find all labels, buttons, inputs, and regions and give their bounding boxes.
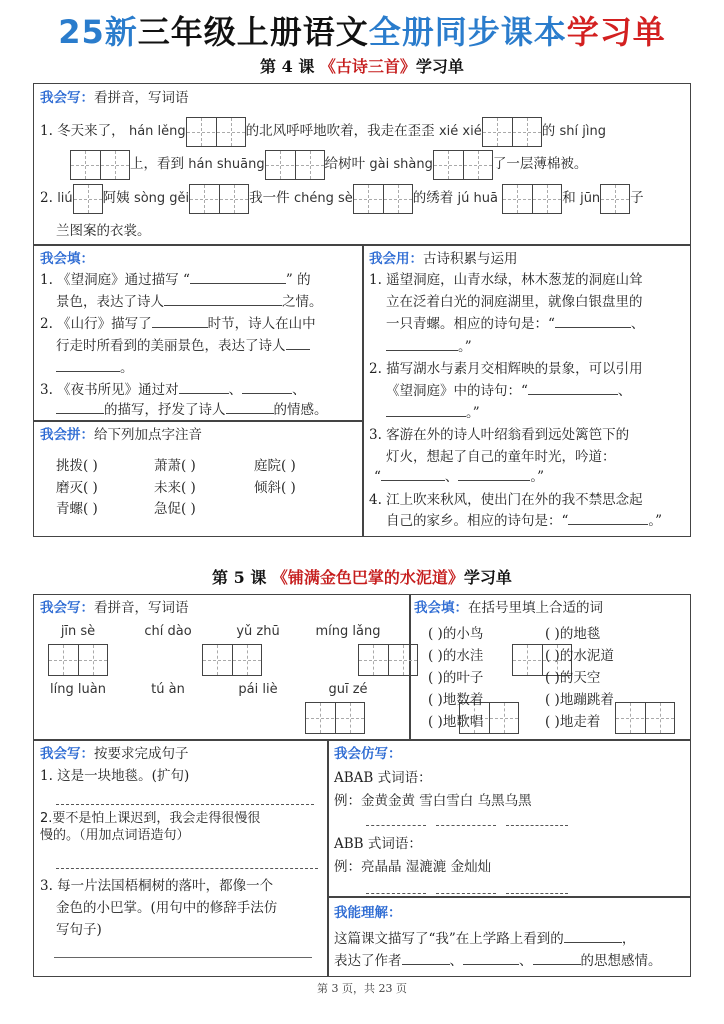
answer-grid[interactable] [305, 702, 365, 734]
sentence-section-header: 我会写：按要求完成句子 [40, 746, 189, 762]
sentence-question-2-cont: 慢的。（用加点词语造句） [40, 828, 190, 843]
use-question-3-line2: 灯火，想起了自己的童年时光，吟道： [386, 449, 616, 465]
answer-blank[interactable] [386, 404, 466, 417]
answer-line[interactable] [436, 813, 496, 826]
answer-blank[interactable] [463, 952, 519, 965]
fill-item[interactable]: ( )的水洼 [428, 648, 484, 664]
lesson4-title: 第 4 课 《古诗三首》学习单 [260, 57, 464, 76]
use-question-2-line3: 。” [386, 403, 480, 423]
sentence-question-3-line2: 金色的小巴掌。(用句中的修辞手法仿 [56, 900, 278, 916]
answer-blank[interactable] [190, 271, 286, 284]
fill-item[interactable]: ( )地走着 [545, 714, 601, 730]
write-section-header: 我会写：看拼音，写词语 [40, 90, 189, 106]
answer-blank[interactable] [226, 401, 274, 414]
sentence-question-3: 3. 每一片法国梧桐树的落叶，都像一个 [40, 878, 274, 894]
write-question-2: 2. liú 阿姨 sòng gěi 我一件 chéng sè 的绣着 jú huā 和 jūn 子 [40, 181, 644, 216]
use-question-4: 4. 江上吹来秋风，使出门在外的我不禁思念起 [369, 492, 643, 508]
answer-blank[interactable] [164, 293, 282, 306]
answer-grid[interactable] [433, 150, 493, 180]
fill-question-2: 2. 《山行》描写了 时节，诗人在山中 [40, 316, 316, 332]
fill-question-3: 3. 《夜书所见》通过对 、 、 [40, 382, 306, 398]
use-question-1-line4: 。” [386, 337, 472, 357]
understand-line-1: 这篇课文描写了“我”在上学路上看到的 ， [334, 931, 636, 947]
answer-grid[interactable] [189, 184, 249, 214]
write-section-header: 我会写：看拼音，写词语 [40, 600, 189, 616]
pinyin-item[interactable]: 青螺( ) [56, 501, 98, 517]
answer-blank[interactable] [242, 381, 292, 394]
answer-line[interactable] [56, 792, 314, 805]
divider [33, 739, 691, 741]
answer-grid[interactable] [186, 117, 246, 147]
understand-line-2: 表达了作者 、 、 的思想感情。 [334, 953, 662, 969]
answer-grid[interactable] [482, 117, 542, 147]
answer-line[interactable] [506, 881, 568, 894]
pinyin-label: tú àn [151, 682, 185, 697]
divider [33, 420, 363, 422]
answer-blank[interactable] [386, 338, 458, 351]
fill-item[interactable]: ( )的小鸟 [428, 626, 484, 642]
use-question-1-line3: 一只青螺。相应的诗句是：“ 、 [386, 316, 645, 332]
imitate-section-header: 我会仿写： [334, 746, 402, 762]
use-question-2: 2. 描写湖水与素月交相辉映的景象，可以引用 [369, 361, 643, 377]
fill-item[interactable]: ( )的水泥道 [545, 648, 614, 664]
answer-blank[interactable] [381, 468, 445, 481]
divider [327, 896, 691, 898]
sentence-question-3-line3: 写句子) [56, 922, 102, 938]
fill-section-header: 我会填：在括号里填上合适的词 [414, 600, 603, 616]
pinyin-label: chí dào [144, 624, 192, 639]
answer-blank[interactable] [286, 337, 310, 350]
answer-blank[interactable] [56, 359, 120, 372]
answer-blank[interactable] [56, 401, 104, 414]
fill-question-3-cont: 的描写，抒发了诗人 的情感。 [56, 400, 328, 420]
answer-line[interactable] [56, 856, 318, 869]
use-question-4-line2: 自己的家乡。相应的诗句是：“ 。” [386, 513, 663, 529]
use-question-3: 3. 客游在外的诗人叶绍翁看到远处篱笆下的 [369, 427, 630, 443]
answer-blank[interactable] [555, 315, 631, 328]
page-number: 第 3 页，共 23 页 [317, 982, 407, 995]
fill-question-1-cont: 景色，表达了诗人 之情。 [56, 294, 323, 310]
pinyin-section-header: 我会拼：给下列加点字注音 [40, 427, 202, 443]
answer-blank[interactable] [152, 315, 208, 328]
answer-blank[interactable] [402, 952, 450, 965]
use-question-2-line2: 《望洞庭》中的诗句：“ 、 [386, 383, 632, 399]
understand-section-header: 我能理解： [334, 905, 402, 921]
write-question-2-cont: 兰图案的衣裳。 [56, 223, 151, 239]
fill-question-1: 1. 《望洞庭》通过描写 “ ” 的 [40, 272, 311, 288]
lesson5-title: 第 5 课 《铺满金色巴掌的水泥道》学习单 [212, 568, 512, 587]
pinyin-item[interactable]: 磨灭( ) [56, 480, 98, 496]
pinyin-item[interactable]: 急促( ) [154, 501, 196, 517]
pinyin-item[interactable]: 未来( ) [154, 480, 196, 496]
answer-blank[interactable] [458, 468, 530, 481]
fill-question-2-end: 。 [56, 358, 134, 378]
answer-blank[interactable] [533, 952, 581, 965]
fill-item[interactable]: ( )地歌唱 [428, 714, 484, 730]
write-question-1-cont: 上，看到 hán shuāng 给树叶 gài shàng 了一层薄棉被。 [70, 147, 587, 182]
pinyin-label: pái liè [238, 682, 278, 697]
answer-line[interactable] [54, 957, 312, 958]
abb-example: 例：亮晶晶 湿漉漉 金灿灿 [334, 859, 492, 875]
answer-line[interactable] [506, 813, 568, 826]
fill-item[interactable]: ( )的地毯 [545, 626, 601, 642]
pinyin-label: míng lǎng [315, 624, 381, 639]
answer-blank[interactable] [568, 512, 648, 525]
page-title: 25新三年级上册语文全册同步课本学习单 [58, 13, 666, 51]
fill-item[interactable]: ( )的天空 [545, 670, 601, 686]
pinyin-label: jīn sè [60, 624, 96, 639]
pinyin-label: líng luàn [50, 682, 106, 697]
use-question-1-line2: 立在泛着白光的洞庭湖里，就像白银盘里的 [386, 294, 643, 310]
fill-item[interactable]: ( )地蹦跳着 [545, 692, 614, 708]
abb-label: ABB 式词语： [334, 836, 422, 852]
answer-grid[interactable] [73, 184, 103, 214]
answer-blank[interactable] [528, 382, 618, 395]
answer-line[interactable] [436, 881, 496, 894]
answer-line[interactable] [366, 813, 426, 826]
pinyin-label: guī zé [328, 682, 368, 697]
pinyin-label: yǔ zhū [236, 624, 280, 639]
answer-grid[interactable] [353, 184, 413, 214]
use-question-3-line3: “ 、 。” [374, 469, 545, 485]
pinyin-item[interactable]: 倾斜( ) [254, 480, 296, 496]
use-section-header: 我会用：古诗积累与运用 [369, 251, 518, 267]
answer-grid[interactable] [615, 702, 675, 734]
fill-question-2-cont: 行走时所看到的美丽景色，表达了诗人 [56, 336, 310, 356]
answer-grid[interactable] [70, 150, 130, 180]
sentence-question-1: 1. 这是一块地毯。(扩句) [40, 768, 190, 784]
abab-example: 例：金黄金黄 雪白雪白 乌黑乌黑 [334, 793, 532, 809]
answer-grid[interactable] [265, 150, 325, 180]
use-question-1: 1. 遥望洞庭，山青水绿，林木葱茏的洞庭山耸 [369, 272, 643, 288]
fill-item[interactable]: ( )的叶子 [428, 670, 484, 686]
answer-grid[interactable] [600, 184, 630, 214]
pinyin-item[interactable]: 挑拨( ) [56, 458, 98, 474]
abab-label: ABAB 式词语： [334, 770, 432, 786]
answer-grid[interactable] [502, 184, 562, 214]
answer-grid[interactable] [48, 644, 108, 676]
divider [362, 244, 364, 537]
answer-grid[interactable] [358, 644, 418, 676]
answer-blank[interactable] [564, 930, 622, 943]
write-question-1: 1. 冬天来了， hán lěng 的北风呼呼地吹着，我走在歪歪 xié xié 的 shí jìng [40, 114, 606, 149]
pinyin-item[interactable]: 庭院( ) [254, 458, 296, 474]
pinyin-item[interactable]: 萧萧( ) [154, 458, 196, 474]
answer-line[interactable] [366, 881, 426, 894]
sentence-question-2: 2.要不是怕上课迟到，我会走得很慢很 [40, 811, 261, 826]
divider [327, 739, 329, 977]
fill-section-header: 我会填： [40, 251, 94, 267]
answer-blank[interactable] [179, 381, 229, 394]
fill-item[interactable]: ( )地数着 [428, 692, 484, 708]
answer-grid[interactable] [202, 644, 262, 676]
